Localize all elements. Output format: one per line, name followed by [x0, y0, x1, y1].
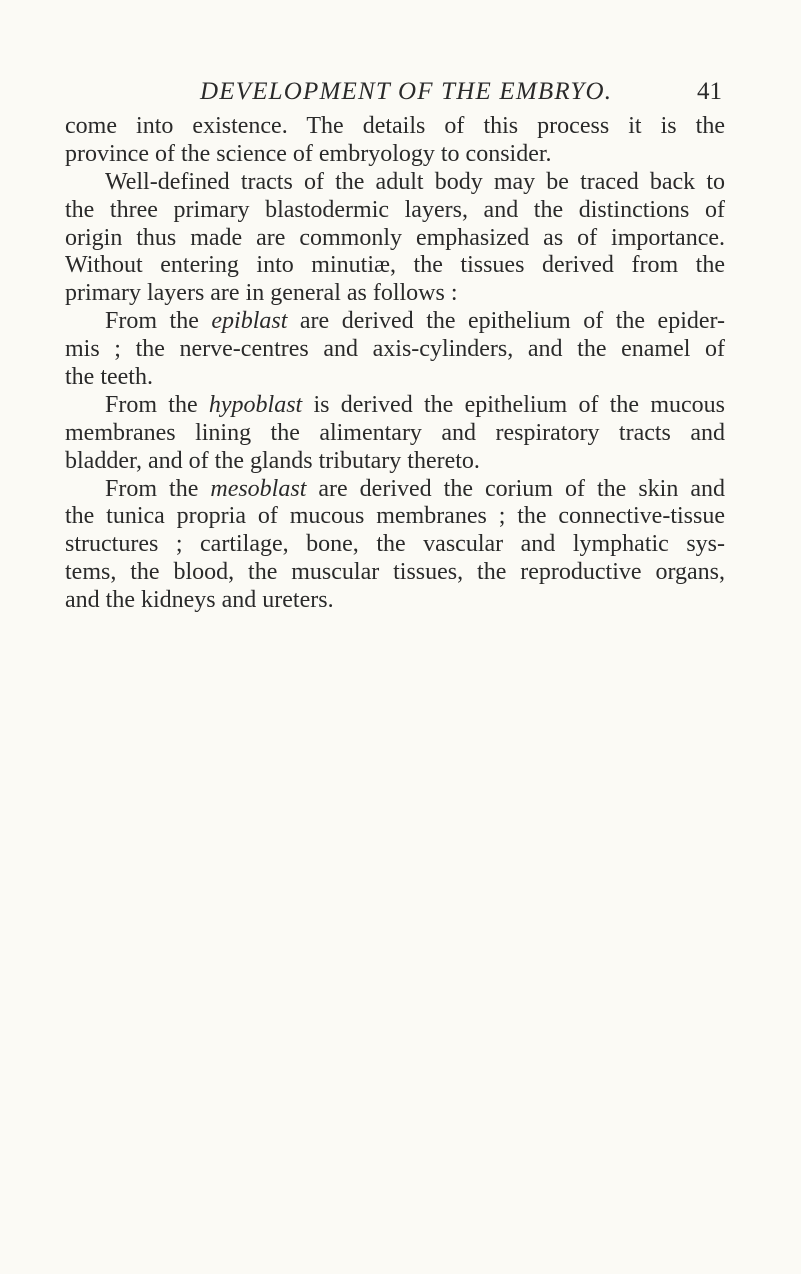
text-line: structures ; cartilage, bone, the vascular and lymphatic sys- [65, 531, 725, 558]
text-line: and the kidneys and ureters. [65, 587, 334, 614]
term-mesoblast: mesoblast [210, 475, 307, 502]
text-line: origin thus made are commonly emphasized as of importance. [65, 224, 725, 251]
term-epiblast: epiblast [211, 308, 288, 335]
running-head [100, 78, 722, 112]
text-line: bladder, and of the glands tributary thereto. [65, 447, 480, 474]
paper-smudge [107, 1000, 121, 1018]
text-line: membranes lining the alimentary and respiratory tracts and [65, 419, 725, 446]
text-line: mis ; the nerve-centres and axis-cylinders, and the enamel of [65, 336, 725, 363]
text-line: Without entering into minutiæ, the tissues derived from the [65, 252, 725, 279]
paragraph-start-line: Well-defined tracts of the adult body may be traced back to [105, 168, 725, 195]
running-title: DEVELOPMENT OF THE EMBRYO. [200, 78, 613, 105]
text-line: primary layers are in general as follows : [65, 280, 458, 307]
text-line: come into existence. The details of this process it is the [65, 113, 725, 139]
paragraph-start-line: From the epiblast are derived the epithelium of the epider- [105, 308, 726, 335]
text-line: the three primary blastodermic layers, and the distinctions of [65, 196, 725, 223]
text-line: the teeth. [65, 364, 153, 391]
paragraph-start-line: From the mesoblast are derived the corium of the skin and [105, 475, 725, 502]
text-line: tems, the blood, the muscular tissues, the reproductive organs, [65, 559, 725, 586]
term-hypoblast: hypoblast [208, 391, 303, 418]
text-line: the tunica propria of mucous membranes ; the connective-tissue [65, 503, 725, 530]
paragraph-start-line: From the hypoblast is derived the epithelium of the mucous [105, 391, 725, 418]
text-line: province of the science of embryology to consider. [65, 140, 552, 167]
body-text [65, 113, 725, 615]
page-number: 41 [697, 78, 722, 105]
